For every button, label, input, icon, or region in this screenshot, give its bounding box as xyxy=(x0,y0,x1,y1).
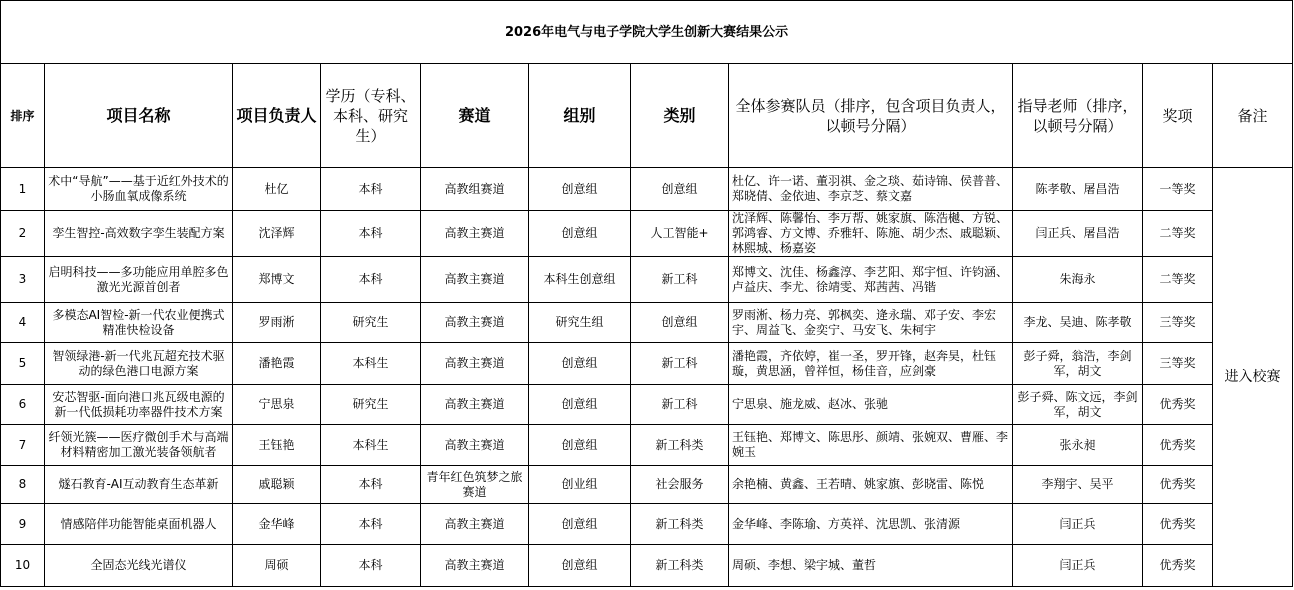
cell-members: 郑博文、沈佳、杨鑫淳、李艺阳、郑宇恒、许钧涵、卢益庆、李尤、徐靖雯、郑茜茜、冯锴 xyxy=(729,257,1013,303)
cell-rank: 5 xyxy=(1,343,45,385)
cell-award: 优秀奖 xyxy=(1143,466,1213,504)
cell-track: 高教主赛道 xyxy=(421,257,529,303)
cell-education: 本科 xyxy=(321,168,421,211)
cell-advisors: 陈孝敬、屠昌浩 xyxy=(1013,168,1143,211)
cell-advisors: 闫正兵、屠昌浩 xyxy=(1013,211,1143,257)
cell-track: 高教主赛道 xyxy=(421,545,529,587)
header-award: 奖项 xyxy=(1143,64,1213,168)
cell-advisors: 彭子舜，翁浩，李剑军，胡文 xyxy=(1013,343,1143,385)
cell-members: 金华峰、李陈瑜、方英祥、沈思凯、张清源 xyxy=(729,504,1013,545)
table-row xyxy=(1,466,1293,504)
cell-project: 燧石教育-AI互动教育生态革新 xyxy=(45,466,233,504)
cell-leader: 王钰艳 xyxy=(233,425,321,466)
cell-education: 本科 xyxy=(321,466,421,504)
cell-education: 本科 xyxy=(321,211,421,257)
table-row xyxy=(1,545,1293,587)
cell-education: 本科生 xyxy=(321,343,421,385)
cell-leader: 潘艳霞 xyxy=(233,343,321,385)
header-group: 组别 xyxy=(529,64,631,168)
table-row xyxy=(1,343,1293,385)
table-row xyxy=(1,168,1293,211)
cell-category: 新工科类 xyxy=(631,425,729,466)
cell-project: 多模态AI智检-新一代农业便携式精准快检设备 xyxy=(45,303,233,343)
cell-rank: 8 xyxy=(1,466,45,504)
cell-group: 创意组 xyxy=(529,545,631,587)
cell-education: 本科 xyxy=(321,545,421,587)
cell-project: 孪生智控-高效数字孪生装配方案 xyxy=(45,211,233,257)
header-category: 类别 xyxy=(631,64,729,168)
cell-members: 杜亿、许一诺、董羽祺、金之琰、茹诗锦、侯普普、郑晓倩、金依迪、李京芝、蔡文嘉 xyxy=(729,168,1013,211)
cell-track: 高教主赛道 xyxy=(421,211,529,257)
cell-rank: 2 xyxy=(1,211,45,257)
cell-group: 创意组 xyxy=(529,168,631,211)
cell-group: 本科生创意组 xyxy=(529,257,631,303)
cell-rank: 3 xyxy=(1,257,45,303)
cell-leader: 郑博文 xyxy=(233,257,321,303)
cell-award: 优秀奖 xyxy=(1143,545,1213,587)
cell-project: 术中“导航”——基于近红外技术的小肠血氧成像系统 xyxy=(45,168,233,211)
cell-rank: 4 xyxy=(1,303,45,343)
cell-track: 青年红色筑梦之旅赛道 xyxy=(421,466,529,504)
header-members: 全体参赛队员（排序，包含项目负责人，以顿号分隔） xyxy=(729,64,1013,168)
cell-group: 研究生组 xyxy=(529,303,631,343)
table-row xyxy=(1,504,1293,545)
cell-project: 纤领光簇——医疗微创手术与高端材料精密加工激光装备领航者 xyxy=(45,425,233,466)
cell-advisors: 彭子舜、陈文远，李剑军，胡文 xyxy=(1013,385,1143,425)
cell-award: 二等奖 xyxy=(1143,211,1213,257)
title-row xyxy=(1,1,1293,64)
cell-category: 人工智能+ xyxy=(631,211,729,257)
table-body xyxy=(1,168,1293,587)
cell-project: 安芯智驱-面向港口兆瓦级电源的新一代低损耗功率器件技术方案 xyxy=(45,385,233,425)
cell-award: 二等奖 xyxy=(1143,257,1213,303)
cell-remark: 进入校赛 xyxy=(1213,168,1293,587)
cell-group: 创业组 xyxy=(529,466,631,504)
header-leader: 项目负责人 xyxy=(233,64,321,168)
cell-members: 余艳楠、黄鑫、王若晴、姚家旗、彭晓雷、陈悦 xyxy=(729,466,1013,504)
cell-education: 本科生 xyxy=(321,425,421,466)
cell-category: 新工科 xyxy=(631,385,729,425)
cell-project: 启明科技——多功能应用单腔多色激光光源首创者 xyxy=(45,257,233,303)
cell-group: 创意组 xyxy=(529,385,631,425)
cell-track: 高教主赛道 xyxy=(421,303,529,343)
cell-leader: 金华峰 xyxy=(233,504,321,545)
cell-education: 本科 xyxy=(321,504,421,545)
header-project: 项目名称 xyxy=(45,64,233,168)
table-row xyxy=(1,425,1293,466)
cell-members: 沈泽辉、陈馨怡、李万帮、姚家旗、陈浩樾、方锐、郭鸿睿、方文博、乔雅轩、陈施、胡少杰、戚聪颖、林熙城、杨嘉姿 xyxy=(729,211,1013,257)
cell-category: 创意组 xyxy=(631,168,729,211)
cell-members: 潘艳霞，齐依婷，崔一圣，罗开锋，赵奔昊，杜钰璇，黄思涵，曾祥恒，杨佳音，应剑豪 xyxy=(729,343,1013,385)
header-track: 赛道 xyxy=(421,64,529,168)
cell-leader: 戚聪颖 xyxy=(233,466,321,504)
cell-rank: 10 xyxy=(1,545,45,587)
cell-award: 优秀奖 xyxy=(1143,504,1213,545)
table-row xyxy=(1,303,1293,343)
cell-education: 本科 xyxy=(321,257,421,303)
cell-members: 罗雨淅、杨力亮、郭枫奕、逄永瑞、邓子安、李宏宇、周益飞、金奕宁、马安飞、朱柯宇 xyxy=(729,303,1013,343)
cell-award: 三等奖 xyxy=(1143,303,1213,343)
cell-award: 一等奖 xyxy=(1143,168,1213,211)
cell-rank: 7 xyxy=(1,425,45,466)
cell-group: 创意组 xyxy=(529,504,631,545)
cell-leader: 周硕 xyxy=(233,545,321,587)
cell-advisors: 李龙、吴迪、陈孝敬 xyxy=(1013,303,1143,343)
cell-rank: 9 xyxy=(1,504,45,545)
cell-leader: 沈泽辉 xyxy=(233,211,321,257)
cell-award: 优秀奖 xyxy=(1143,385,1213,425)
cell-members: 王钰艳、郑博文、陈思彤、颜靖、张婉双、曹雁、李婉玉 xyxy=(729,425,1013,466)
cell-advisors: 李翔宇、吴平 xyxy=(1013,466,1143,504)
cell-group: 创意组 xyxy=(529,211,631,257)
cell-leader: 杜亿 xyxy=(233,168,321,211)
header-advisors: 指导老师（排序，以顿号分隔） xyxy=(1013,64,1143,168)
cell-track: 高教主赛道 xyxy=(421,385,529,425)
cell-group: 创意组 xyxy=(529,343,631,385)
sheet-title: 2026年电气与电子学院大学生创新大赛结果公示 xyxy=(1,1,1293,64)
cell-category: 新工科 xyxy=(631,257,729,303)
cell-award: 优秀奖 xyxy=(1143,425,1213,466)
cell-project: 全固态光线光谱仪 xyxy=(45,545,233,587)
header-education: 学历（专科、本科、研究生） xyxy=(321,64,421,168)
cell-advisors: 张永昶 xyxy=(1013,425,1143,466)
cell-advisors: 朱海永 xyxy=(1013,257,1143,303)
cell-leader: 罗雨淅 xyxy=(233,303,321,343)
cell-track: 高教主赛道 xyxy=(421,504,529,545)
cell-members: 周硕、李想、梁宇城、董哲 xyxy=(729,545,1013,587)
cell-education: 研究生 xyxy=(321,303,421,343)
cell-rank: 6 xyxy=(1,385,45,425)
header-row xyxy=(1,64,1293,168)
cell-track: 高教主赛道 xyxy=(421,425,529,466)
cell-members: 宁思泉、施龙威、赵冰、张驰 xyxy=(729,385,1013,425)
cell-track: 高教组赛道 xyxy=(421,168,529,211)
cell-advisors: 闫正兵 xyxy=(1013,545,1143,587)
table-row xyxy=(1,211,1293,257)
cell-category: 新工科类 xyxy=(631,504,729,545)
header-remark: 备注 xyxy=(1213,64,1293,168)
header-rank: 排序 xyxy=(1,64,45,168)
cell-rank: 1 xyxy=(1,168,45,211)
cell-category: 新工科类 xyxy=(631,545,729,587)
cell-project: 智领绿港-新一代兆瓦超充技术驱动的绿色港口电源方案 xyxy=(45,343,233,385)
table-row xyxy=(1,257,1293,303)
cell-award: 三等奖 xyxy=(1143,343,1213,385)
cell-category: 社会服务 xyxy=(631,466,729,504)
cell-advisors: 闫正兵 xyxy=(1013,504,1143,545)
cell-project: 情感陪伴功能智能桌面机器人 xyxy=(45,504,233,545)
cell-group: 创意组 xyxy=(529,425,631,466)
table-row xyxy=(1,385,1293,425)
cell-leader: 宁思泉 xyxy=(233,385,321,425)
cell-track: 高教主赛道 xyxy=(421,343,529,385)
cell-education: 研究生 xyxy=(321,385,421,425)
cell-category: 创意组 xyxy=(631,303,729,343)
cell-category: 新工科 xyxy=(631,343,729,385)
